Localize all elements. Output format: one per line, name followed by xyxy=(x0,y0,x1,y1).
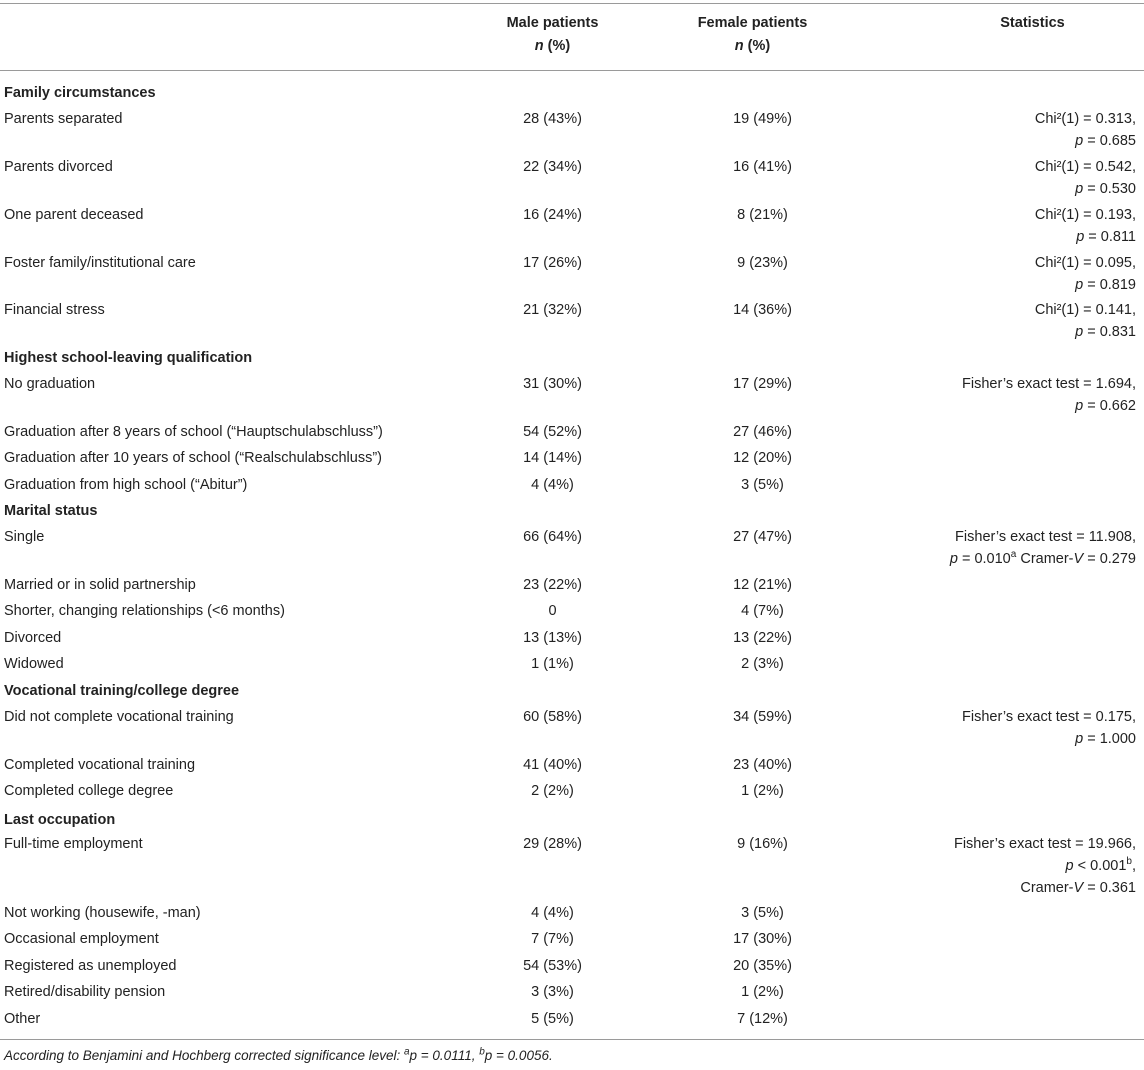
female-value: 17 (29%) xyxy=(733,376,792,392)
statistics-line: Fisher’s exact test = 11.908, xyxy=(955,529,1136,545)
row-label: Parents divorced xyxy=(4,159,113,175)
statistics-line: Fisher’s exact test = 0.175, xyxy=(962,709,1136,725)
row-label: Graduation after 10 years of school (“Realschulabschluss”) xyxy=(4,450,382,466)
female-value: 17 (30%) xyxy=(733,931,792,947)
male-value: 1 (1%) xyxy=(531,656,574,672)
female-value: 34 (59%) xyxy=(733,709,792,725)
statistics-value xyxy=(836,252,1136,296)
footnote: According to Benjamini and Hochberg corrected significance level: $^a$p = 0.0111, $^b$p = 0.0056. xyxy=(4,1046,553,1063)
statistics-value xyxy=(836,526,1136,570)
female-value: 12 (20%) xyxy=(733,450,792,466)
statistics-line: Chi²(1) = 0.193, xyxy=(1034,207,1136,223)
row-label: Not working (housewife, -man) xyxy=(4,905,201,921)
row-label: Widowed xyxy=(4,656,64,672)
male-value: 22 (34%) xyxy=(523,159,582,175)
female-value: 9 (23%) xyxy=(737,255,788,271)
statistics-line: Chi²(1) = 0.313, xyxy=(1034,111,1136,127)
female-value: 3 (5%) xyxy=(741,477,784,493)
male-value: 7 (7%) xyxy=(531,931,574,947)
row-label: Single xyxy=(4,529,45,545)
row-label: Retired/disability pension xyxy=(4,984,166,1000)
male-value: 14 (14%) xyxy=(523,450,582,466)
female-value: 13 (22%) xyxy=(733,630,792,646)
section-title: Vocational training/college degree xyxy=(4,683,240,699)
male-value: 2 (2%) xyxy=(531,783,574,799)
statistics-line: p = 0.685 xyxy=(1075,133,1136,149)
header-female-label: Female patients xyxy=(697,15,808,31)
female-value: 14 (36%) xyxy=(733,302,792,318)
male-value: 3 (3%) xyxy=(531,984,574,1000)
statistics-value xyxy=(836,156,1136,200)
male-value: 28 (43%) xyxy=(523,111,582,127)
male-value: 5 (5%) xyxy=(531,1011,574,1027)
header-male-n: n (%) xyxy=(534,38,571,54)
female-value: 7 (12%) xyxy=(737,1011,788,1027)
row-label: Other xyxy=(4,1011,41,1027)
male-value: 13 (13%) xyxy=(523,630,582,646)
male-value: 4 (4%) xyxy=(531,905,574,921)
statistics-value xyxy=(836,706,1136,750)
male-value: 17 (26%) xyxy=(523,255,582,271)
row-label: Financial stress xyxy=(4,302,105,318)
table-top-rule xyxy=(0,3,1144,4)
statistics-line: p = 0.662 xyxy=(1075,398,1136,414)
male-value: 31 (30%) xyxy=(523,376,582,392)
female-value: 3 (5%) xyxy=(741,905,784,921)
header-statistics: Statistics xyxy=(1000,15,1065,31)
male-value: 21 (32%) xyxy=(523,302,582,318)
male-value: 16 (24%) xyxy=(523,207,582,223)
statistics-line: p = 0.831 xyxy=(1075,324,1136,340)
row-label: Graduation after 8 years of school (“Hauptschulabschluss”) xyxy=(4,424,383,440)
row-label: Completed college degree xyxy=(4,783,174,799)
row-label: Parents separated xyxy=(4,111,123,127)
female-value: 1 (2%) xyxy=(741,783,784,799)
female-value: 8 (21%) xyxy=(737,207,788,223)
female-value: 1 (2%) xyxy=(741,984,784,1000)
statistics-line: Fisher’s exact test = 19.966, xyxy=(953,836,1136,852)
statistics-line: p = 0.530 xyxy=(1075,181,1136,197)
female-value: 12 (21%) xyxy=(733,577,792,593)
section-title: Highest school-leaving qualification xyxy=(4,350,253,366)
statistics-line: Fisher’s exact test = 1.694, xyxy=(962,376,1136,392)
header-female-n: n (%) xyxy=(734,38,771,54)
male-value: 66 (64%) xyxy=(523,529,582,545)
header-male-label: Male patients xyxy=(506,15,599,31)
row-label: One parent deceased xyxy=(4,207,144,223)
statistics-value xyxy=(836,833,1136,899)
statistics-line: Chi²(1) = 0.542, xyxy=(1034,159,1136,175)
row-label: Completed vocational training xyxy=(4,757,196,773)
female-value: 27 (46%) xyxy=(733,424,792,440)
row-label: Foster family/institutional care xyxy=(4,255,196,271)
female-value: 19 (49%) xyxy=(733,111,792,127)
section-title: Marital status xyxy=(4,503,98,519)
male-value: 4 (4%) xyxy=(531,477,574,493)
male-value: 23 (22%) xyxy=(523,577,582,593)
row-label: Married or in solid partnership xyxy=(4,577,196,593)
statistics-line: p = 0.819 xyxy=(1075,277,1136,293)
table-bottom-rule xyxy=(0,1039,1144,1040)
female-value: 4 (7%) xyxy=(741,603,784,619)
statistics-value xyxy=(836,299,1136,343)
female-value: 2 (3%) xyxy=(741,656,784,672)
male-value: 29 (28%) xyxy=(523,836,582,852)
row-label: Did not complete vocational training xyxy=(4,709,234,725)
row-label: Shorter, changing relationships (<6 months) xyxy=(4,603,285,619)
header-bottom-rule xyxy=(0,70,1144,71)
row-label: Occasional employment xyxy=(4,931,159,947)
statistics-line: Chi²(1) = 0.141, xyxy=(1034,302,1136,318)
statistics-value xyxy=(836,373,1136,417)
female-value: 9 (16%) xyxy=(737,836,788,852)
header-female-patients xyxy=(630,12,875,58)
section-title: Family circumstances xyxy=(4,85,156,101)
statistics-value xyxy=(836,204,1136,248)
section-title: Last occupation xyxy=(4,812,116,828)
male-value: 54 (53%) xyxy=(523,958,582,974)
statistics-line: p = 1.000 xyxy=(1075,731,1136,747)
male-value: 54 (52%) xyxy=(523,424,582,440)
row-label: Divorced xyxy=(4,630,62,646)
row-label: Full-time employment xyxy=(4,836,143,852)
male-value: 0 xyxy=(548,603,557,619)
female-value: 27 (47%) xyxy=(733,529,792,545)
male-value: 41 (40%) xyxy=(523,757,582,773)
row-label: Graduation from high school (“Abitur”) xyxy=(4,477,248,493)
row-label: No graduation xyxy=(4,376,96,392)
female-value: 20 (35%) xyxy=(733,958,792,974)
statistics-line: p = 0.811 xyxy=(1076,229,1136,245)
statistics-line: p = 0.010$^a$ Cramer-V = 0.279 xyxy=(949,549,1136,567)
row-label: Registered as unemployed xyxy=(4,958,177,974)
statistics-line: p < 0.001$^b$, xyxy=(1065,856,1136,874)
statistics-line: Cramer-V = 0.361 xyxy=(1020,880,1136,896)
female-value: 23 (40%) xyxy=(733,757,792,773)
statistics-line: Chi²(1) = 0.095, xyxy=(1034,255,1136,271)
female-value: 16 (41%) xyxy=(733,159,792,175)
statistics-value xyxy=(836,108,1136,152)
male-value: 60 (58%) xyxy=(523,709,582,725)
